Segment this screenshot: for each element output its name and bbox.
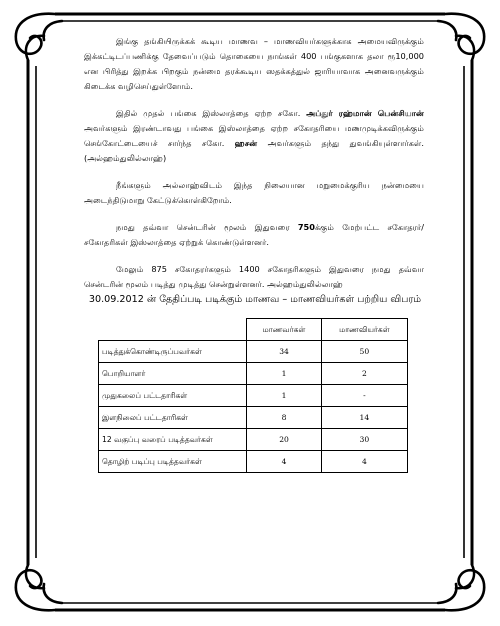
paragraph-text: மேலும் 875 சகோதரர்களும் 1400 சகோதரிகளும் இதுவரை நமது தவ்வா சென்டரின் மூலம் படித்து முடித்து சென்றுள்ளனர். அல்ஹம்துலில்லாஹ்	[84, 264, 424, 289]
paragraph-text: இதில் முதல் பங்கை இஸ்லாத்தை ஏற்ற சகோ.	[116, 108, 307, 118]
student-statistics-table	[98, 318, 408, 473]
female-count: -	[321, 385, 407, 407]
paragraph	[84, 178, 424, 208]
row-label: இளநிலைப் பட்டதாரிகள்	[99, 407, 247, 429]
female-count: 14	[321, 407, 407, 429]
row-label: தொழிற் படிப்பு படித்தவர்கள்	[99, 451, 247, 473]
paragraph	[84, 34, 424, 94]
paragraph-text: அவர்களும் இரண்டாவது பங்கை இஸ்லாத்தை ஏற்ற சகோதரியை மணமுடிக்கவிருக்கும் செங்கோட்டையைச் சார்ந்த சகோ.	[84, 123, 424, 148]
male-count: 4	[247, 451, 321, 473]
table-header-row	[99, 319, 408, 341]
header-male-students: மாணவர்கள்	[247, 319, 321, 341]
table-heading: 30.09.2012 ன் தேதிப்படி படிக்கும் மாணவ – மாணவியர்கள் பற்றிய விபரம்	[88, 294, 422, 305]
male-count: 1	[247, 363, 321, 385]
paragraph-text: இங்கு தங்கியிருக்கக் கூடிய மாணவ – மாணவியர்களுக்காக அமையவிருக்கும் இக்கட்டிடப்பணிக்கு தேவைப்படும் தொகையை நாங்கள் 400 பங்குகளாக தலா ரூ10,000 என பிரித்து இறக்க பிறகும் நன்மை தரக்கூடிய ஸதக்கத்துல் ஜாரியாவாக அனைவருக்கும் கிடைக்க வழிசெய்துள்ளோம்.	[84, 36, 424, 91]
paragraph-text: நமது தவ்வா சென்டரின் மூலம் இதுவரை	[116, 222, 298, 232]
paragraph	[84, 220, 424, 250]
male-count: 34	[247, 341, 321, 363]
table-row	[99, 429, 408, 451]
paragraph-text: நீங்களும் அல்லாஹ்விடம் இந்த நிலையான மறுமைக்குரிய நன்மையை அடைந்திடுமாறு கேட்டுக்கொள்கிறோம்.	[84, 180, 424, 205]
male-count: 8	[247, 407, 321, 429]
row-label: பொறியாளர்	[99, 363, 247, 385]
female-count: 4	[321, 451, 407, 473]
paragraph	[84, 106, 424, 166]
row-label: முதுகலைப் பட்டதாரிகள்	[99, 385, 247, 407]
header-empty-cell	[99, 319, 247, 341]
table-row	[99, 407, 408, 429]
table-row	[99, 363, 408, 385]
highlighted-text: ஹசன்	[234, 138, 258, 148]
row-label: 12 வகுப்பு வரைப் படித்தவர்கள்	[99, 429, 247, 451]
paragraph	[84, 262, 424, 292]
highlighted-text: அப்துர் ரஹ்மான் பென்சியான்	[306, 108, 424, 118]
female-count: 50	[321, 341, 407, 363]
table-row	[99, 385, 408, 407]
highlighted-text: 750	[297, 222, 315, 232]
male-count: 1	[247, 385, 321, 407]
female-count: 30	[321, 429, 407, 451]
paragraph-text: அவர்களும் தந்து துவங்கியுள்ளார்கள். (அல்ஹம்துலில்லாஹ்)	[84, 138, 424, 163]
male-count: 20	[247, 429, 321, 451]
table-row	[99, 451, 408, 473]
row-label: படித்துக்கொண்டிருப்பவர்கள்	[99, 341, 247, 363]
letter-body	[84, 34, 424, 304]
table-row	[99, 341, 408, 363]
female-count: 2	[321, 363, 407, 385]
header-female-students: மாணவியர்கள்	[321, 319, 407, 341]
paragraph-text: க்கும் மேற்பட்ட சகோதரர்/சகோதரிகள் இஸ்லாத்தை ஏற்றுக் கொண்டுள்ளனர்.	[84, 222, 424, 247]
